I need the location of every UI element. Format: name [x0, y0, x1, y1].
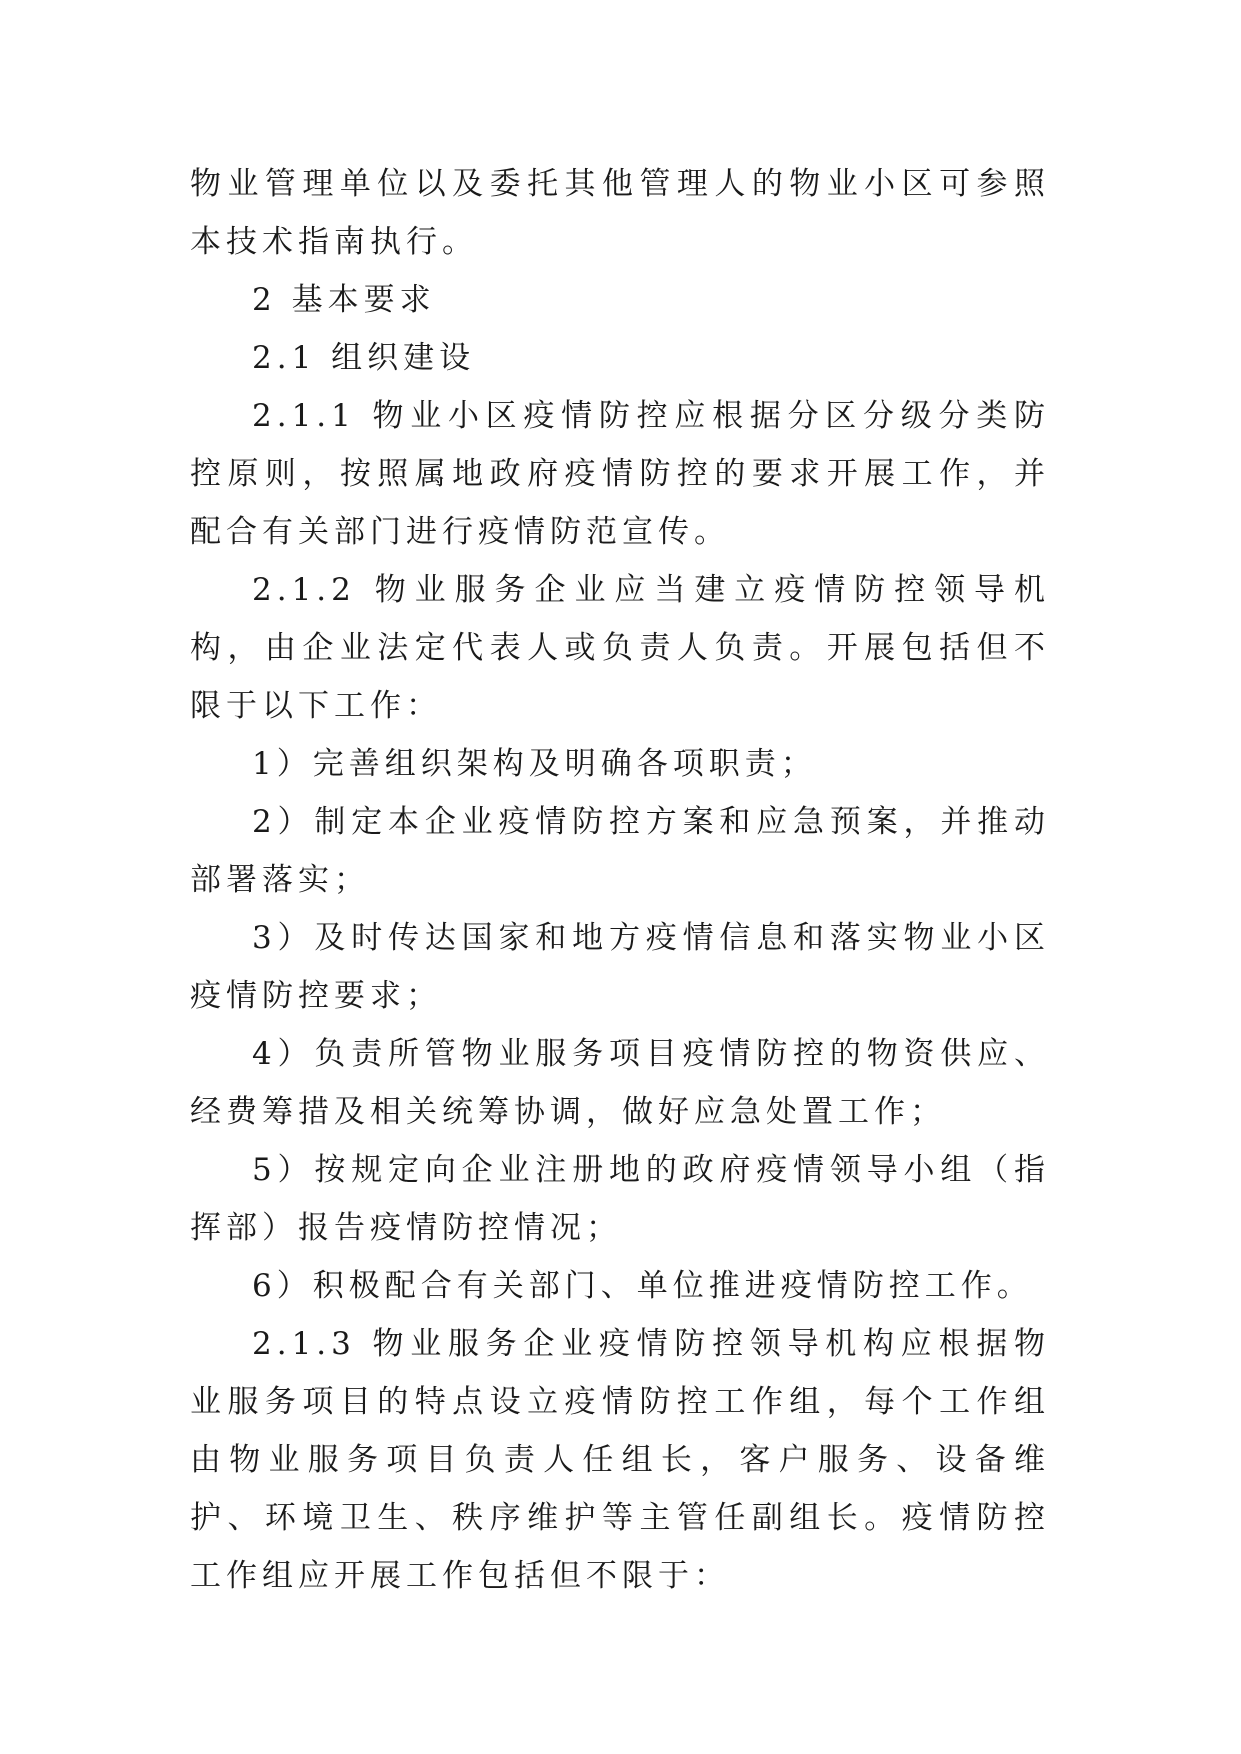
paragraph-continuation: 物业管理单位以及委托其他管理人的物业小区可参照本技术指南执行。 [190, 166, 1050, 260]
section-heading-basic-requirements: 2 基本要求 [252, 282, 436, 318]
list-item-3: 3）及时传达国家和地方疫情信息和落实物业小区疫情防控要求； [190, 920, 1050, 1014]
list-item-4: 4）负责所管物业服务项目疫情防控的物资供应、经费筹措及相关统筹协调，做好应急处置工作； [190, 1036, 1050, 1130]
clause-2-1-3: 2.1.3 物业服务企业疫情防控领导机构应根据物业服务项目的特点设立疫情防控工作组，每个工作组由物业服务项目负责人任组长，客户服务、设备维护、环境卫生、秩序维护等主管任副组长。疫情防控工作组应开展工作包括但不限于： [190, 1326, 1050, 1594]
document-body [190, 155, 1050, 1605]
list-item-1: 1）完善组织架构及明确各项职责； [252, 746, 817, 782]
list-item-6: 6）积极配合有关部门、单位推进疫情防控工作。 [252, 1268, 1033, 1304]
subsection-heading-organization: 2.1 组织建设 [252, 340, 476, 376]
clause-2-1-2: 2.1.2 物业服务企业应当建立疫情防控领导机构，由企业法定代表人或负责人负责。开展包括但不限于以下工作： [190, 572, 1050, 724]
list-item-5: 5）按规定向企业注册地的政府疫情领导小组（指挥部）报告疫情防控情况； [190, 1152, 1050, 1246]
clause-2-1-1: 2.1.1 物业小区疫情防控应根据分区分级分类防控原则，按照属地政府疫情防控的要求开展工作，并配合有关部门进行疫情防范宣传。 [190, 398, 1050, 550]
list-item-2: 2）制定本企业疫情防控方案和应急预案，并推动部署落实； [190, 804, 1050, 898]
